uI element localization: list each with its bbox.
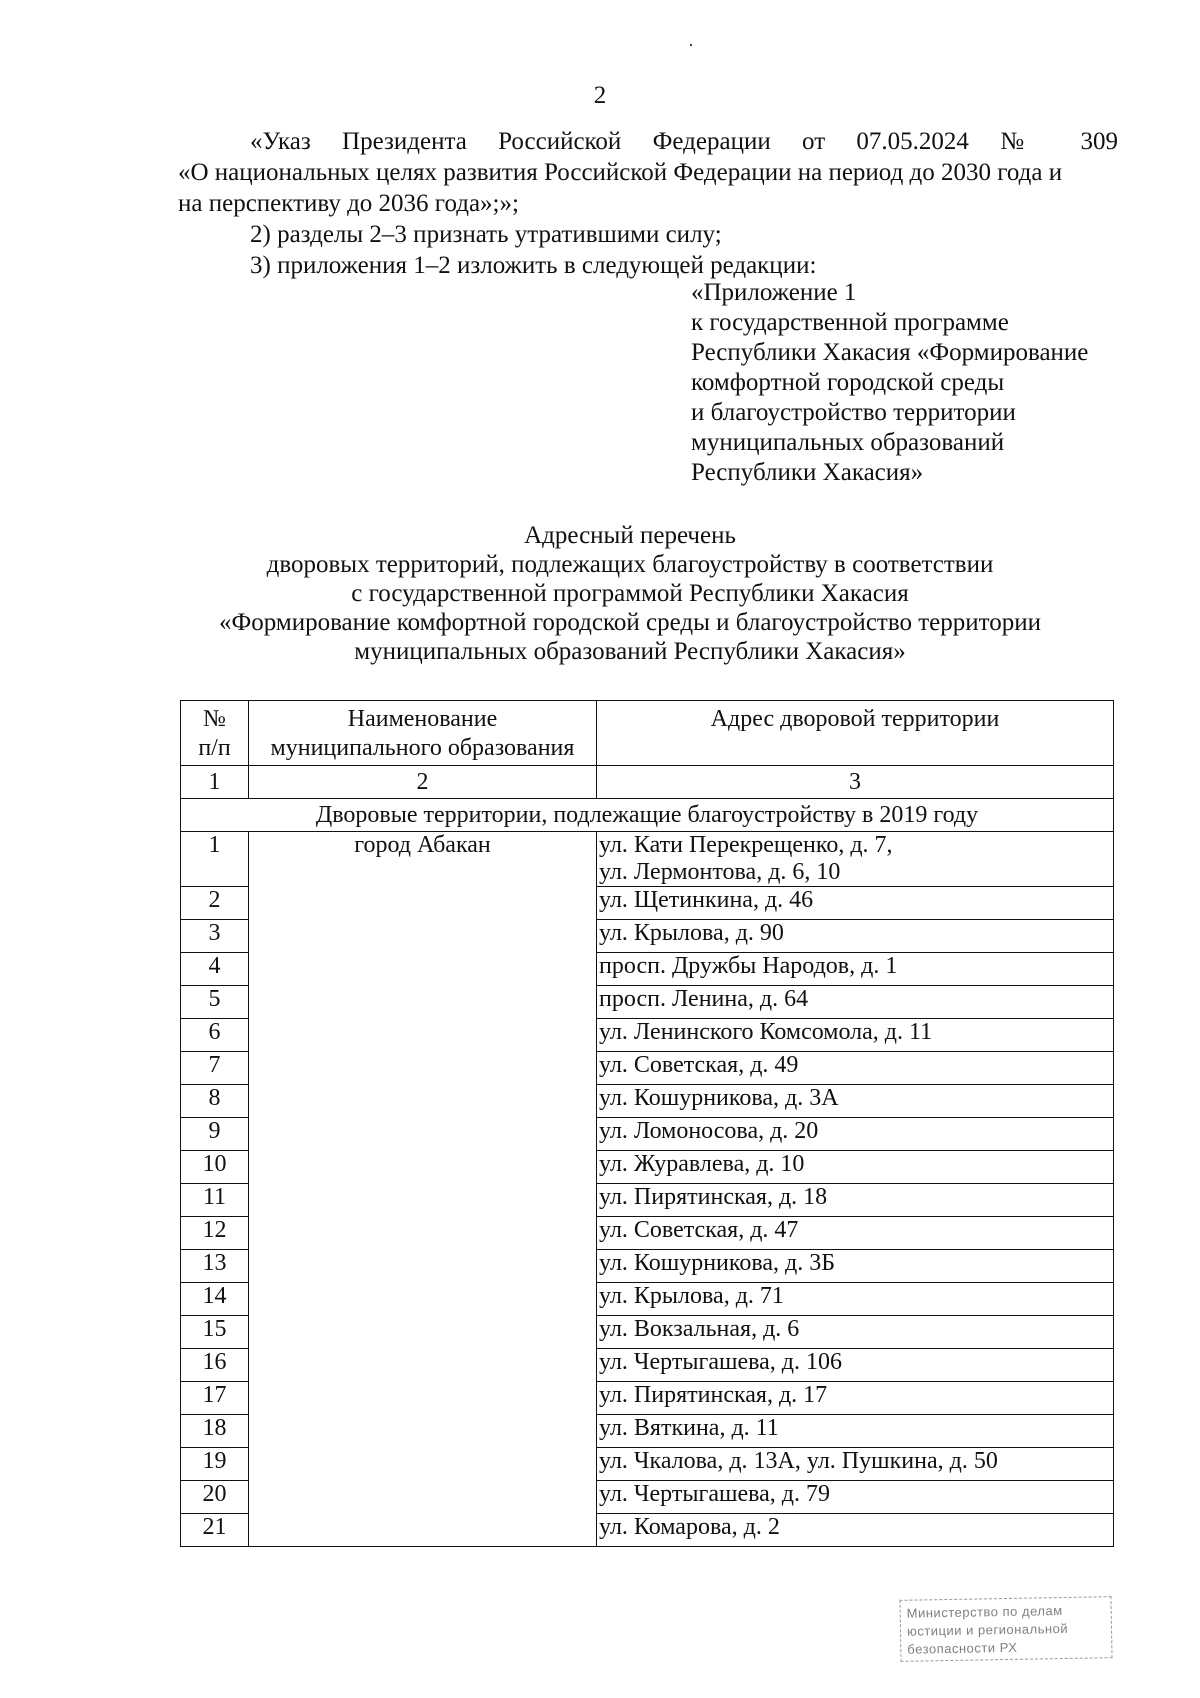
row-number: 17 xyxy=(181,1382,249,1415)
title-line: с государственной программой Республики Хакасия xyxy=(351,580,909,607)
row-number: 4 xyxy=(181,953,249,986)
row-number: 8 xyxy=(181,1085,249,1118)
row-number: 10 xyxy=(181,1151,249,1184)
address-cell: ул. Крылова, д. 90 xyxy=(597,920,1114,953)
column-number: 3 xyxy=(597,766,1114,799)
row-number: 6 xyxy=(181,1019,249,1052)
row-number: 9 xyxy=(181,1118,249,1151)
address-cell: ул. Пирятинская, д. 17 xyxy=(597,1382,1114,1415)
appendix-line: «Приложение 1 xyxy=(691,279,857,306)
row-number: 13 xyxy=(181,1250,249,1283)
registration-stamp xyxy=(899,1596,1112,1662)
address-cell: ул. Журавлева, д. 10 xyxy=(597,1151,1114,1184)
appendix-line: комфортной городской среды xyxy=(691,369,1005,396)
address-cell: ул. Щетинкина, д. 46 xyxy=(597,887,1114,920)
address-cell: ул. Кошурникова, д. 3А xyxy=(597,1085,1114,1118)
row-number: 20 xyxy=(181,1481,249,1514)
address-cell: ул. Советская, д. 49 xyxy=(597,1052,1114,1085)
decree-line-2: «О национальных целях развития Российской Федерации на период до 2030 года и xyxy=(178,159,1063,186)
appendix-heading xyxy=(691,278,1131,488)
address-cell: ул. Крылова, д. 71 xyxy=(597,1283,1114,1316)
row-number: 21 xyxy=(181,1514,249,1547)
appendix-line: и благоустройство территории xyxy=(691,399,1016,426)
row-number: 15 xyxy=(181,1316,249,1349)
column-number: 2 xyxy=(249,766,597,799)
address-cell: просп. Дружбы Народов, д. 1 xyxy=(597,953,1114,986)
row-number: 18 xyxy=(181,1415,249,1448)
row-number: 1 xyxy=(181,832,249,887)
decree-line-1: «Указ Президента Российской Федерации от 07.05.2024 № 309 xyxy=(250,128,1118,155)
scan-speck xyxy=(690,44,692,46)
intro-text xyxy=(178,126,1118,281)
header-num: № п/п xyxy=(181,701,249,766)
title-line: муниципальных образований Республики Хакасия» xyxy=(354,638,906,665)
title-line: дворовых территорий, подлежащих благоустройству в соответствии xyxy=(266,551,994,578)
table-header-row xyxy=(181,701,1114,766)
section-title: Дворовые территории, подлежащие благоустройству в 2019 году xyxy=(181,799,1114,832)
header-municipality: Наименование муниципального образования xyxy=(249,701,597,766)
address-cell: ул. Ленинского Комсомола, д. 11 xyxy=(597,1019,1114,1052)
header-address: Адрес дворовой территории xyxy=(597,701,1114,766)
column-number-row xyxy=(181,766,1114,799)
row-number: 16 xyxy=(181,1349,249,1382)
title-line: «Формирование комфортной городской среды и благоустройство территории xyxy=(219,609,1041,636)
address-cell: ул. Чертыгашева, д. 106 xyxy=(597,1349,1114,1382)
row-number: 5 xyxy=(181,986,249,1019)
address-cell: ул. Вокзальная, д. 6 xyxy=(597,1316,1114,1349)
row-number: 7 xyxy=(181,1052,249,1085)
address-cell: ул. Кошурникова, д. 3Б xyxy=(597,1250,1114,1283)
address-cell: ул. Комарова, д. 2 xyxy=(597,1514,1114,1547)
appendix-line: Республики Хакасия» xyxy=(691,459,924,486)
row-number: 19 xyxy=(181,1448,249,1481)
municipality-cell: город Абакан xyxy=(249,832,597,1547)
document-title xyxy=(160,521,1100,666)
address-table xyxy=(180,700,1114,1547)
decree-line-3: на перспективу до 2036 года»;»; xyxy=(178,190,519,217)
item-2: 2) разделы 2–3 признать утратившими силу; xyxy=(250,221,722,248)
address-cell: ул. Вяткина, д. 11 xyxy=(597,1415,1114,1448)
address-cell: ул. Кати Перекрещенко, д. 7, ул. Лермонтова, д. 6, 10 xyxy=(597,832,1114,887)
stamp-line: безопасности РХ xyxy=(907,1639,1018,1657)
address-cell: ул. Пирятинская, д. 18 xyxy=(597,1184,1114,1217)
row-number: 2 xyxy=(181,887,249,920)
address-cell: ул. Чкалова, д. 13А, ул. Пушкина, д. 50 xyxy=(597,1448,1114,1481)
address-cell: просп. Ленина, д. 64 xyxy=(597,986,1114,1019)
row-number: 12 xyxy=(181,1217,249,1250)
row-number: 3 xyxy=(181,920,249,953)
address-cell: ул. Чертыгашева, д. 79 xyxy=(597,1481,1114,1514)
section-row xyxy=(181,799,1114,832)
stamp-line: Министерство по делам xyxy=(906,1603,1063,1621)
address-cell: ул. Ломоносова, д. 20 xyxy=(597,1118,1114,1151)
table-row xyxy=(181,832,1114,887)
column-number: 1 xyxy=(181,766,249,799)
page-number: 2 xyxy=(593,82,607,109)
appendix-line: Республики Хакасия «Формирование xyxy=(691,339,1089,366)
appendix-line: муниципальных образований xyxy=(691,429,1005,456)
item-3: 3) приложения 1–2 изложить в следующей редакции: xyxy=(250,252,817,279)
row-number: 11 xyxy=(181,1184,249,1217)
address-cell: ул. Советская, д. 47 xyxy=(597,1217,1114,1250)
stamp-line: юстиции и региональной xyxy=(906,1620,1069,1639)
row-number: 14 xyxy=(181,1283,249,1316)
title-line: Адресный перечень xyxy=(524,522,736,549)
appendix-line: к государственной программе xyxy=(691,309,1009,336)
